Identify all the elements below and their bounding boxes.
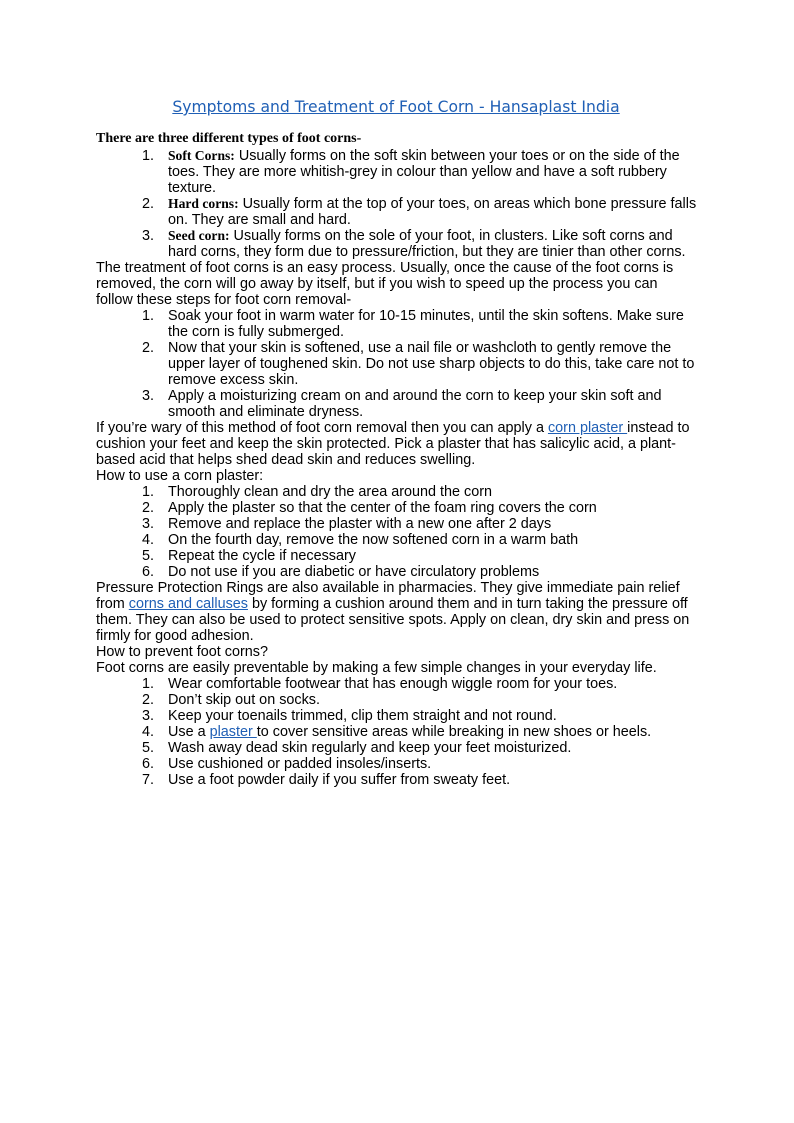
list-item: 1. Soft Corns: Usually forms on the soft skin between your toes or on the side of the toes. They are more whitish-grey in colour than yellow and have a soft rubbery texture. xyxy=(142,148,680,196)
treatment-intro: The treatment of foot corns is an easy process. Usually, once the cause of the foot corns is removed, the corn will go away by itself, but if you wish to speed up the process you can follow these steps for foot corn removal- xyxy=(96,260,674,308)
corns-calluses-link[interactable]: corns and calluses xyxy=(128,596,248,612)
list-item: 3. Apply a moisturizing cream on and around the corn to keep your skin soft and smooth and eliminate dryness. xyxy=(142,388,662,420)
list-item: 4. On the fourth day, remove the now softened corn in a warm bath xyxy=(142,532,579,548)
corn-types-list xyxy=(96,148,696,260)
term-label: Hard corns: xyxy=(168,196,239,211)
removal-steps-list xyxy=(96,308,696,420)
list-item: 2. Don’t skip out on socks. xyxy=(142,692,320,708)
list-item: 3. Remove and replace the plaster with a new one after 2 days xyxy=(142,516,552,532)
plaster-link[interactable]: plaster xyxy=(209,724,257,740)
list-item: 1. Thoroughly clean and dry the area around the corn xyxy=(142,484,493,500)
list-item: 2. Now that your skin is softened, use a nail file or washcloth to gently remove the upper layer of toughened skin. Do not use sharp objects to do this, take care not to remove excess skin. xyxy=(142,340,695,388)
list-item: 5. Wash away dead skin regularly and keep your feet moisturized. xyxy=(142,740,572,756)
page-title xyxy=(96,97,696,117)
list-item: 5. Repeat the cycle if necessary xyxy=(142,548,356,564)
document-body xyxy=(96,148,696,788)
title-link[interactable]: Symptoms and Treatment of Foot Corn - Hansaplast India xyxy=(172,98,620,116)
list-item: 3. Keep your toenails trimmed, clip them straight and not round. xyxy=(142,708,557,724)
term-label: Soft Corns: xyxy=(168,148,235,163)
list-item: 2. Hard corns: Usually form at the top of your toes, on areas which bone pressure falls on. They are small and hard. xyxy=(142,196,697,228)
term-label: Seed corn: xyxy=(168,228,230,243)
how-to-use-heading: How to use a corn plaster: xyxy=(96,468,264,484)
list-item: 3. Seed corn: Usually forms on the sole of your foot, in clusters. Like soft corns and hard corns, they form due to pressure/friction, but they are tinier than other corns. xyxy=(142,228,686,260)
corn-types-intro: There are three different types of foot corns- xyxy=(96,131,362,146)
list-item: 6. Use cushioned or padded insoles/inserts. xyxy=(142,756,432,772)
prevent-steps-list xyxy=(96,676,696,788)
corn-plaster-link[interactable]: corn plaster xyxy=(547,420,628,436)
list-item: 6. Do not use if you are diabetic or have circulatory problems xyxy=(142,564,540,580)
list-item: 4. Use a plaster to cover sensitive areas while breaking in new shoes or heels. xyxy=(142,724,652,740)
plaster-steps-list xyxy=(96,484,696,580)
rings-paragraph: Pressure Protection Rings are also available in pharmacies. They give immediate pain relief from corns and calluses by forming a cushion around them and in turn taking the pressure off them. They can also be used to protect sensitive spots. Apply on clean, dry skin and press on firmly for good adhesion. xyxy=(96,580,690,644)
list-item: 7. Use a foot powder daily if you suffer from sweaty feet. xyxy=(142,772,511,788)
list-item: 1. Soak your foot in warm water for 10-15 minutes, until the skin softens. Make sure the corn is fully submerged. xyxy=(142,308,684,340)
list-item: 2. Apply the plaster so that the center of the foam ring covers the corn xyxy=(142,500,597,516)
plaster-paragraph: If you’re wary of this method of foot corn removal then you can apply a corn plaster instead to cushion your feet and keep the skin protected. Pick a plaster that has salicylic acid, a plant-based acid that helps shed dead skin and reduces swelling. xyxy=(96,420,690,468)
list-item: 1. Wear comfortable footwear that has enough wiggle room for your toes. xyxy=(142,676,618,692)
prevent-intro: Foot corns are easily preventable by making a few simple changes in your everyday life. xyxy=(96,660,657,676)
prevent-heading: How to prevent foot corns? xyxy=(96,644,268,660)
